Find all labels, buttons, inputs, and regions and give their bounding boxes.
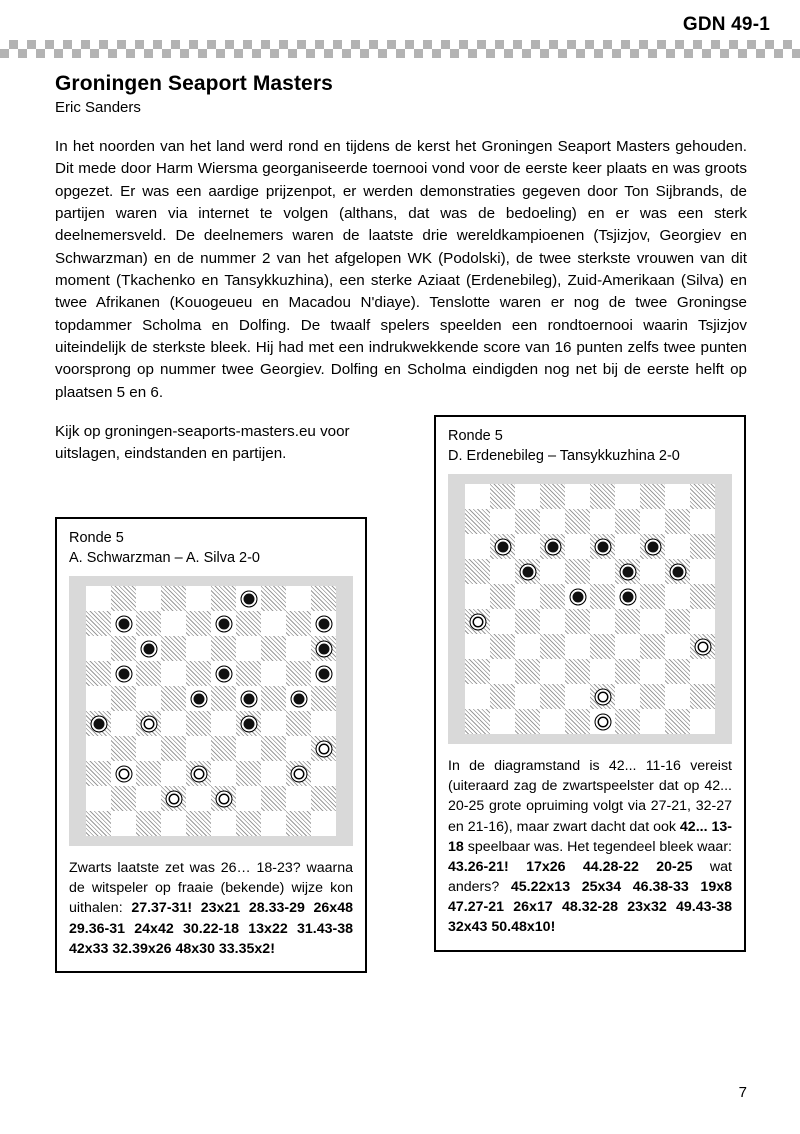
board-square: [211, 761, 236, 786]
black-piece: [115, 665, 132, 682]
board-square: [311, 711, 336, 736]
board-square: [640, 484, 665, 509]
board-square: [311, 786, 336, 811]
board-square: [86, 636, 111, 661]
board-square: [515, 709, 540, 734]
board-square: [465, 559, 490, 584]
black-piece: [619, 588, 636, 605]
black-piece: [315, 615, 332, 632]
board-square: [590, 584, 615, 609]
board-square: [590, 509, 615, 534]
board-square: [490, 659, 515, 684]
diagram-left-round: Ronde 5: [69, 530, 124, 546]
board-square: [465, 659, 490, 684]
board-square: [136, 761, 161, 786]
board-square: [311, 636, 336, 661]
black-piece: [594, 538, 611, 555]
black-piece: [669, 563, 686, 580]
board-square: [665, 684, 690, 709]
board-square: [311, 761, 336, 786]
board-square: [211, 636, 236, 661]
board-square: [515, 684, 540, 709]
board-square: [236, 761, 261, 786]
board-square: [565, 634, 590, 659]
board-square: [186, 586, 211, 611]
board-square: [211, 611, 236, 636]
board-square: [465, 709, 490, 734]
board-square: [136, 686, 161, 711]
board-square: [490, 584, 515, 609]
board-square: [86, 661, 111, 686]
diagram-right-match: D. Erdenebileg – Tansykkuzhina 2-0: [448, 447, 680, 464]
black-piece: [544, 538, 561, 555]
board-square: [515, 559, 540, 584]
board-square: [540, 709, 565, 734]
board-square: [690, 634, 715, 659]
board-square: [615, 509, 640, 534]
board-square: [515, 484, 540, 509]
board-square: [515, 634, 540, 659]
board-square: [86, 786, 111, 811]
board-square: [565, 584, 590, 609]
board-square: [186, 786, 211, 811]
board-square: [665, 534, 690, 559]
board-square: [615, 684, 640, 709]
black-piece: [519, 563, 536, 580]
board-square: [590, 559, 615, 584]
board-square: [665, 559, 690, 584]
board-square: [161, 686, 186, 711]
board-square: [590, 634, 615, 659]
white-piece: [694, 638, 711, 655]
board-square: [540, 584, 565, 609]
board-square: [615, 559, 640, 584]
board-square: [490, 559, 515, 584]
board-square: [161, 761, 186, 786]
board-square: [540, 634, 565, 659]
board-square: [311, 661, 336, 686]
board-square: [211, 711, 236, 736]
board-square: [490, 609, 515, 634]
board-square: [690, 584, 715, 609]
board-square: [490, 684, 515, 709]
board-square: [86, 761, 111, 786]
board-square: [261, 711, 286, 736]
board-square: [211, 736, 236, 761]
board-square: [286, 736, 311, 761]
page-header-title: GDN 49-1: [682, 14, 770, 35]
board-square: [161, 736, 186, 761]
board-square: [111, 586, 136, 611]
black-piece: [240, 715, 257, 732]
board-square: [286, 611, 311, 636]
board-square: [136, 736, 161, 761]
board-square: [465, 584, 490, 609]
board-square: [615, 609, 640, 634]
board-square: [515, 609, 540, 634]
board-square: [640, 609, 665, 634]
board-square: [261, 661, 286, 686]
diagram-box-left: [55, 517, 367, 973]
diagram-right-round: Ronde 5: [448, 428, 503, 444]
board-square: [186, 811, 211, 836]
white-piece: [165, 790, 182, 807]
board-square: [540, 484, 565, 509]
move-notation: 27.37-31! 23x21 28.33-29 26x48 29.36-31 24x42 30.22-18 13x22 31.43-38 42x33 32.39x26 48x30 33.35x2!: [69, 900, 353, 957]
board-square: [690, 684, 715, 709]
board-square: [565, 534, 590, 559]
board-square: [540, 534, 565, 559]
board-square: [236, 686, 261, 711]
board-square: [211, 586, 236, 611]
board-square: [236, 636, 261, 661]
black-piece: [569, 588, 586, 605]
board-square: [261, 811, 286, 836]
board-square: [161, 586, 186, 611]
board-square: [515, 584, 540, 609]
black-piece: [315, 665, 332, 682]
board-square: [540, 509, 565, 534]
board-square: [640, 509, 665, 534]
black-piece: [115, 615, 132, 632]
board-square: [186, 611, 211, 636]
board-square: [86, 811, 111, 836]
page-number: 7: [738, 1084, 747, 1101]
board-square: [565, 484, 590, 509]
board-square: [311, 736, 336, 761]
board-square: [286, 711, 311, 736]
board-square: [86, 711, 111, 736]
diagram-left-caption: [69, 529, 353, 568]
board-square: [111, 636, 136, 661]
board-square: [161, 661, 186, 686]
board-square: [515, 509, 540, 534]
move-notation: 42... 13-18: [448, 818, 732, 855]
diagram-left-board-wrap: [69, 576, 353, 846]
board-square: [311, 611, 336, 636]
black-piece: [90, 715, 107, 732]
board-square: [136, 661, 161, 686]
board-square: [136, 711, 161, 736]
board-square: [261, 611, 286, 636]
board-square: [186, 736, 211, 761]
board-square: [111, 736, 136, 761]
board-square: [665, 484, 690, 509]
article-content: [55, 72, 747, 466]
article-paragraph-1: In het noorden van het land werd rond en tijdens de kerst het Groningen Seaport Masters gehouden. Dit mede door Harm Wiersma georganiseerde toernooi vond voor de eerste keer plaats en was groots opgezet. Er was een aardige prijzenpot, er werden demonstraties gegeven door Ton Sijbrands, de partijen waren via internet te volgen (althans, dat was de bedoeling) en er was een sterk deelnemersveld. De deelnemers waren de laatste drie wereldkampioenen (Tsjizjov, Georgiev en Schwarzman) en de nummer 2 van het afgelopen WK (Podolski), de twee sterkste vrouwen van dit moment (Tkachenko en Tansykkuzhina), een sterke Aziaat (Erdenebileg), Zuid-Amerikaan (Silva) en twee Afrikanen (Kouogeueu en Macadou N'diaye). Tenslotte waren er nog de twee Groningse topdammer Scholma en Dolfing. De twaalf spelers speelden een rondtoernooi waarin Tsjizjov uiteindelijk de sterkste bleek. Hij had met een indrukwekkende score van 16 punten zelfs twee punten voorsprong op nummer twee Georgiev. Dolfing en Scholma eindigden nog net bij de eerste helft op plaatsen 5 en 6.: [55, 138, 747, 401]
board-square: [111, 661, 136, 686]
board-square: [86, 736, 111, 761]
board-square: [236, 786, 261, 811]
board-square: [465, 684, 490, 709]
board-square: [640, 659, 665, 684]
board-square: [640, 634, 665, 659]
board-square: [286, 636, 311, 661]
board-square: [615, 484, 640, 509]
black-piece: [190, 690, 207, 707]
board-square: [565, 684, 590, 709]
white-piece: [315, 740, 332, 757]
black-piece: [215, 615, 232, 632]
board-square: [286, 811, 311, 836]
article-author: Eric Sanders: [55, 99, 141, 116]
board-square: [615, 634, 640, 659]
white-piece: [469, 613, 486, 630]
diagram-right-board-wrap: [448, 474, 732, 744]
board-square: [615, 659, 640, 684]
board-square: [186, 711, 211, 736]
board-square: [211, 686, 236, 711]
black-piece: [644, 538, 661, 555]
black-piece: [240, 690, 257, 707]
board-square: [590, 659, 615, 684]
board-square: [136, 636, 161, 661]
board-square: [565, 709, 590, 734]
board-square: [111, 686, 136, 711]
board-square: [261, 586, 286, 611]
board-square: [465, 484, 490, 509]
board-square: [590, 709, 615, 734]
board-square: [565, 509, 590, 534]
diagram-box-right: [434, 415, 746, 952]
board-square: [465, 534, 490, 559]
board-square: [565, 659, 590, 684]
analysis-prose: In de diagramstand is 42... 11-16 vereist (uiteraard zag de zwartspeelster dat op 42... 20-25 grote opruiming volgt via 27-21, 32-27 en 21-16), maar zwart dacht dat ook: [448, 758, 732, 835]
board-square: [490, 534, 515, 559]
move-notation: 43.26-21! 17x26 44.28-22 20-25: [448, 858, 693, 875]
board-square: [161, 811, 186, 836]
draughts-board-left: [86, 586, 336, 836]
board-square: [311, 686, 336, 711]
board-square: [286, 586, 311, 611]
board-square: [261, 686, 286, 711]
board-square: [515, 534, 540, 559]
board-square: [111, 611, 136, 636]
board-square: [640, 684, 665, 709]
board-square: [111, 711, 136, 736]
board-square: [465, 509, 490, 534]
board-square: [161, 711, 186, 736]
board-square: [540, 659, 565, 684]
board-square: [565, 559, 590, 584]
white-piece: [594, 713, 611, 730]
board-square: [590, 534, 615, 559]
board-square: [615, 584, 640, 609]
page-title: Groningen Seaport Masters: [55, 72, 333, 95]
analysis-prose: speelbaar was. Het tegendeel bleek waar:: [463, 838, 732, 855]
move-notation: 45.22x13 25x34 46.38-33 19x8 47.27-21 26x17 48.32-28 23x32 49.43-38 32x43 50.48x10!: [448, 879, 732, 936]
white-piece: [115, 765, 132, 782]
black-piece: [240, 590, 257, 607]
board-square: [590, 684, 615, 709]
board-square: [465, 609, 490, 634]
board-square: [136, 611, 161, 636]
black-piece: [619, 563, 636, 580]
board-square: [261, 636, 286, 661]
analysis-prose: wat anders?: [448, 858, 732, 896]
diagram-right-caption: [448, 427, 732, 466]
board-square: [261, 786, 286, 811]
black-piece: [215, 665, 232, 682]
board-square: [665, 634, 690, 659]
board-square: [261, 761, 286, 786]
white-piece: [290, 765, 307, 782]
board-square: [640, 559, 665, 584]
board-square: [211, 786, 236, 811]
white-piece: [190, 765, 207, 782]
board-square: [590, 609, 615, 634]
board-square: [690, 559, 715, 584]
diagram-left-match: A. Schwarzman – A. Silva 2-0: [69, 549, 260, 566]
board-square: [286, 786, 311, 811]
board-square: [236, 611, 261, 636]
board-square: [211, 661, 236, 686]
board-square: [490, 484, 515, 509]
board-square: [161, 611, 186, 636]
board-square: [111, 811, 136, 836]
checker-decoration-bar: [0, 40, 800, 58]
board-square: [311, 586, 336, 611]
draughts-board-right: [465, 484, 715, 734]
board-square: [690, 484, 715, 509]
board-square: [261, 736, 286, 761]
board-square: [665, 659, 690, 684]
board-square: [211, 811, 236, 836]
board-square: [590, 484, 615, 509]
board-square: [286, 661, 311, 686]
board-square: [690, 534, 715, 559]
board-square: [111, 761, 136, 786]
board-square: [86, 686, 111, 711]
black-piece: [315, 640, 332, 657]
board-square: [690, 509, 715, 534]
diagram-left-analysis-text: [69, 858, 353, 959]
board-square: [136, 811, 161, 836]
board-square: [186, 636, 211, 661]
board-square: [615, 534, 640, 559]
board-square: [236, 711, 261, 736]
board-square: [236, 586, 261, 611]
board-square: [286, 761, 311, 786]
black-piece: [494, 538, 511, 555]
white-piece: [140, 715, 157, 732]
white-piece: [215, 790, 232, 807]
board-square: [465, 634, 490, 659]
board-square: [665, 609, 690, 634]
board-square: [186, 686, 211, 711]
board-square: [540, 559, 565, 584]
board-square: [690, 659, 715, 684]
board-square: [690, 609, 715, 634]
board-square: [136, 786, 161, 811]
board-square: [236, 736, 261, 761]
board-square: [490, 634, 515, 659]
board-square: [236, 811, 261, 836]
board-square: [665, 509, 690, 534]
board-square: [540, 684, 565, 709]
board-square: [186, 661, 211, 686]
board-square: [490, 709, 515, 734]
black-piece: [290, 690, 307, 707]
board-square: [86, 586, 111, 611]
board-square: [136, 586, 161, 611]
white-piece: [594, 688, 611, 705]
article-paragraph-2: Kijk op groningen-seaports-masters.eu voor uitslagen, eindstanden en partijen.: [55, 423, 350, 463]
board-square: [236, 661, 261, 686]
board-square: [565, 609, 590, 634]
board-square: [665, 709, 690, 734]
board-square: [665, 584, 690, 609]
board-square: [161, 786, 186, 811]
board-square: [111, 786, 136, 811]
board-square: [515, 659, 540, 684]
board-square: [640, 709, 665, 734]
board-square: [540, 609, 565, 634]
diagram-right-analysis-text: [448, 756, 732, 937]
board-square: [161, 636, 186, 661]
board-square: [311, 811, 336, 836]
board-square: [86, 611, 111, 636]
board-square: [640, 584, 665, 609]
black-piece: [140, 640, 157, 657]
board-square: [286, 686, 311, 711]
board-square: [640, 534, 665, 559]
board-square: [690, 709, 715, 734]
board-square: [186, 761, 211, 786]
board-square: [490, 509, 515, 534]
analysis-prose: Zwarts laatste zet was 26… 18-23? waarna de witspeler op fraaie (bekende) wijze kon uithalen:: [69, 860, 353, 917]
board-square: [615, 709, 640, 734]
